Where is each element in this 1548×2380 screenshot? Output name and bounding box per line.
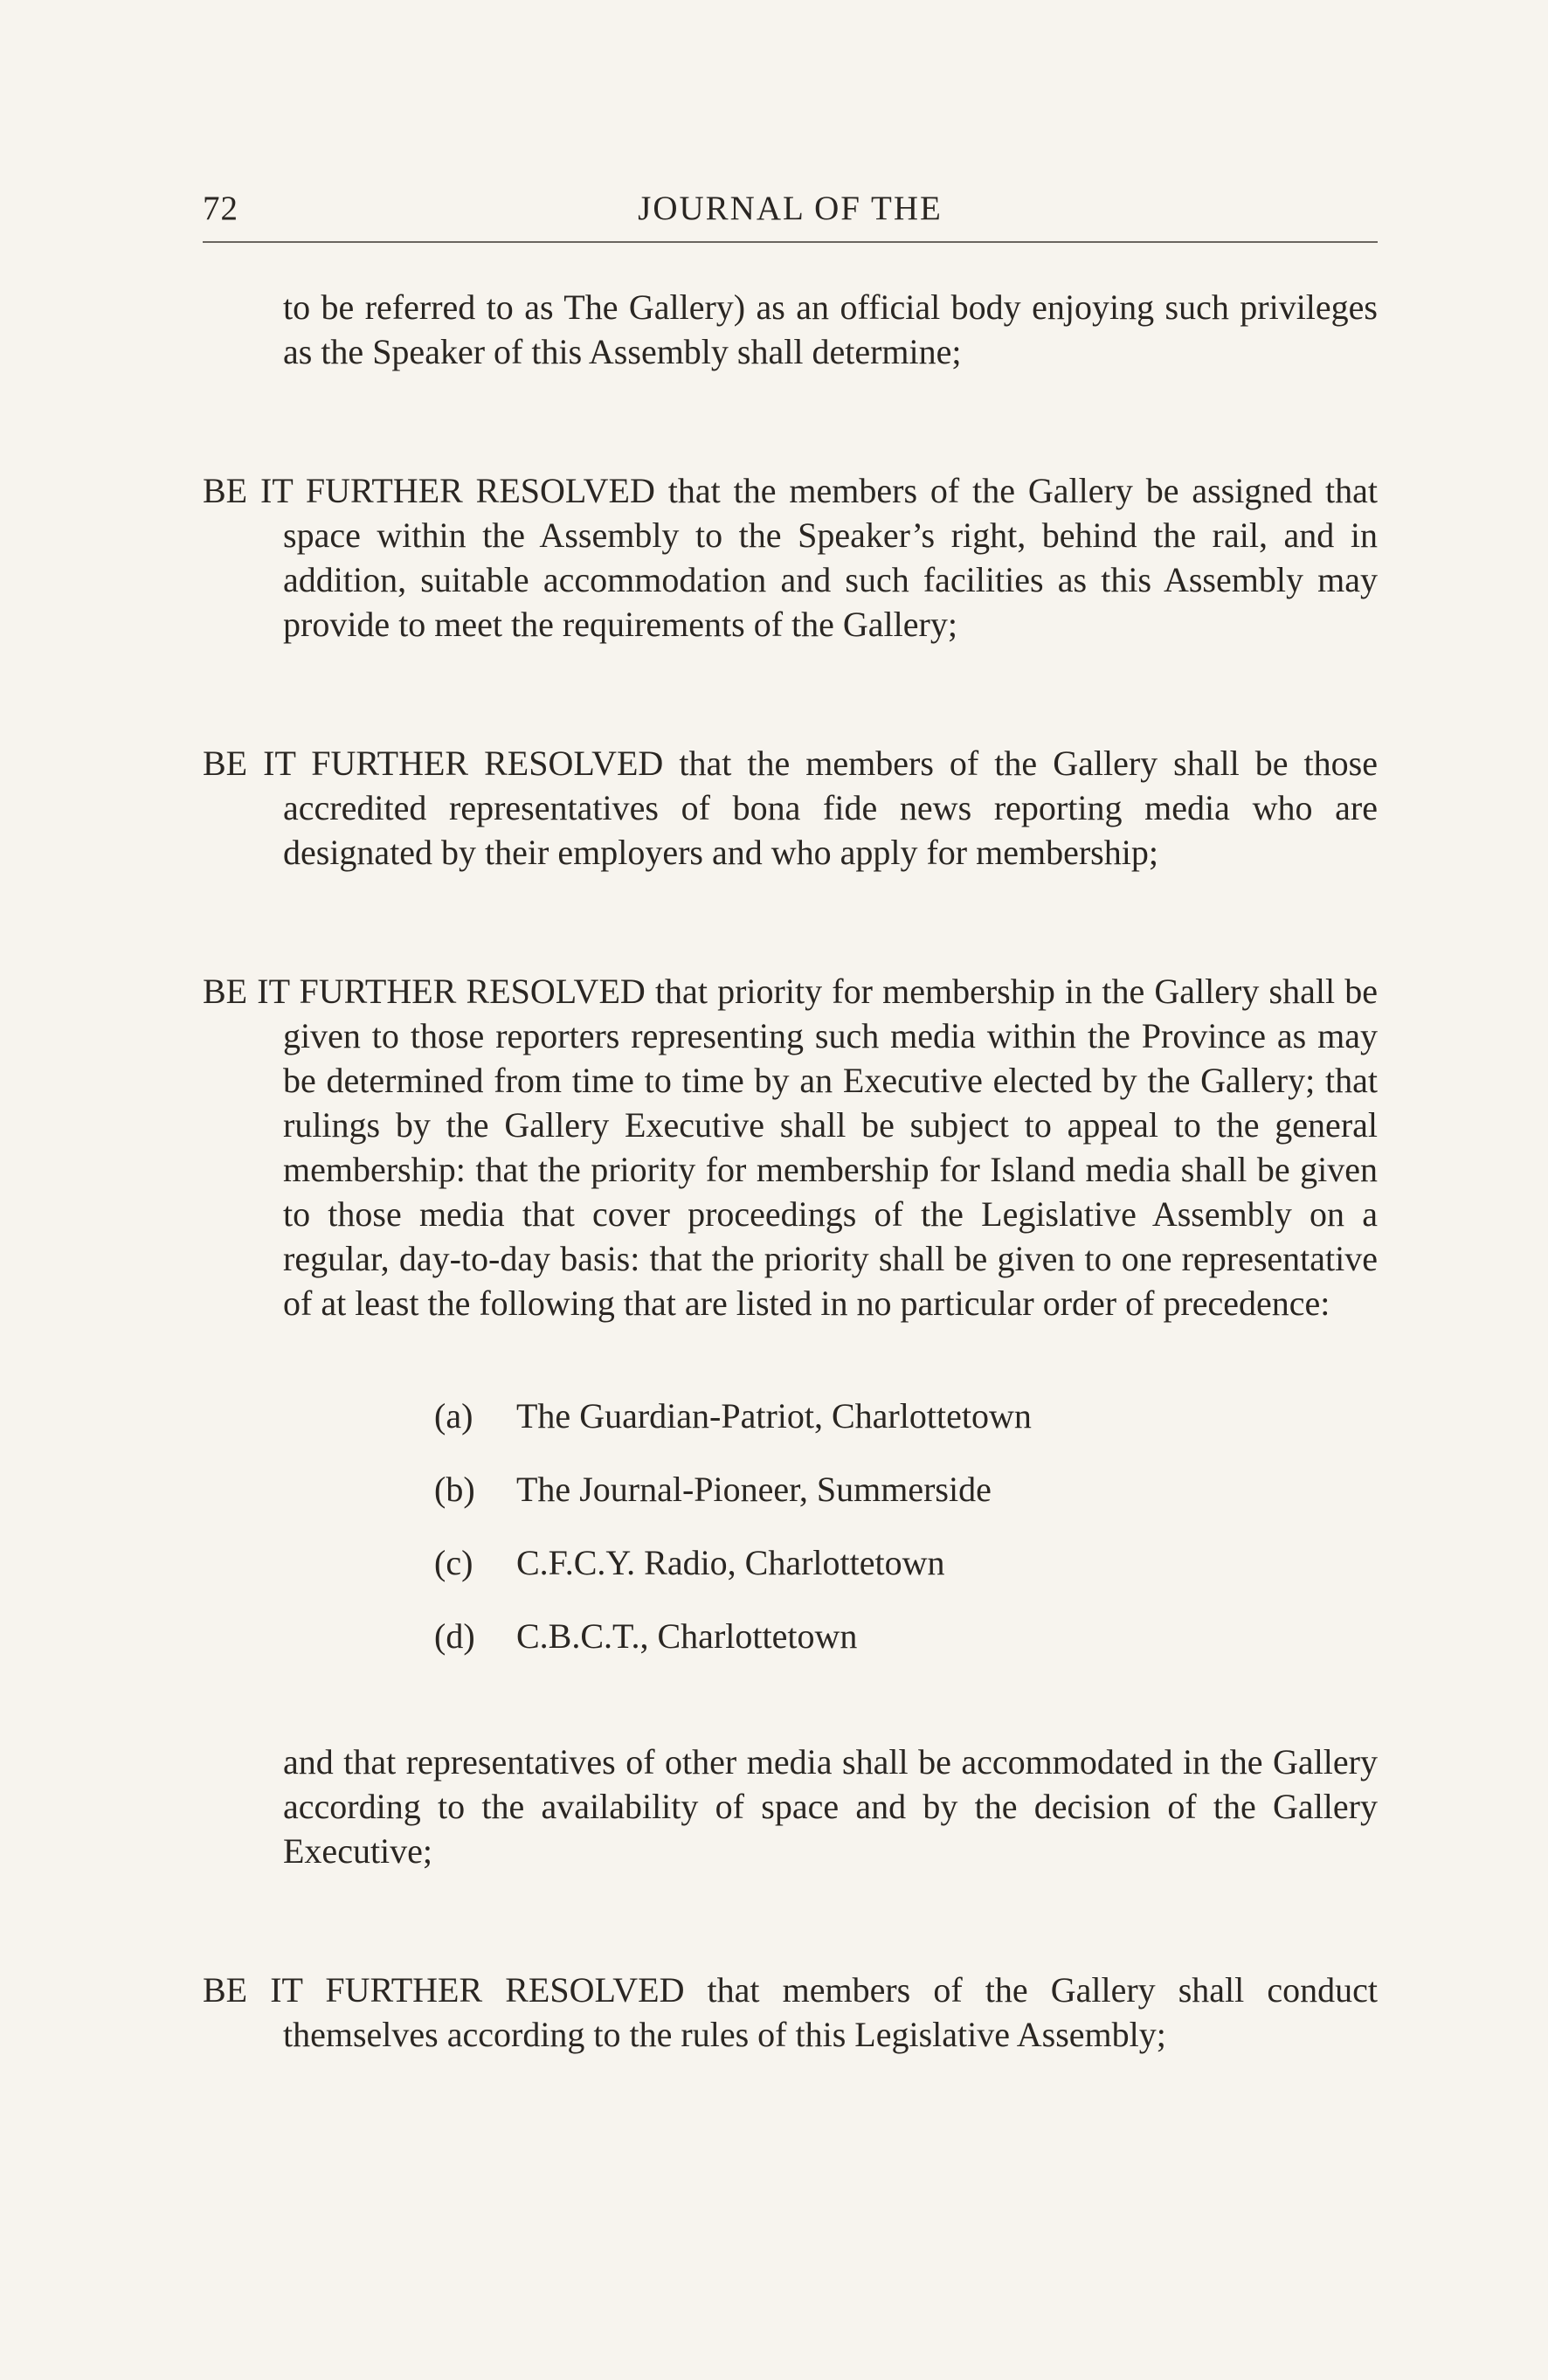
list-item <box>434 1540 1378 1614</box>
list-item <box>434 1394 1378 1467</box>
paragraph-continuation: and that representatives of other media shall be accommodated in the Gallery according to the availability of space and by the decision of the Gallery Executive; <box>283 1742 1378 1871</box>
page-number: 72 <box>203 190 238 227</box>
list-item-label: (c) <box>434 1543 473 1582</box>
list-item-text: C.F.C.Y. Radio, Charlottetown <box>516 1543 945 1582</box>
resolution-body <box>203 285 1378 2057</box>
paragraph-continuation: to be referred to as The Gallery) as an official body enjoying such privileges as the Speaker of this Assembly shall determine; <box>283 287 1378 371</box>
running-head: JOURNAL OF THE <box>638 190 943 227</box>
resolution-paragraph: BE IT FURTHER RESOLVED that the members of the Gallery be assigned that space within the Assembly to the Speaker’s right, behind the rail, and in addition, suitable accommodation and such facilities as this Assembly may provide to meet the requirements of the Gallery; <box>203 471 1378 644</box>
resolution-paragraph: BE IT FURTHER RESOLVED that the members of the Gallery shall be those accredited representatives of bona fide news reporting media who are designated by their employers and who apply for membership; <box>203 744 1378 872</box>
media-list <box>203 1394 1378 1687</box>
page-header <box>203 189 1378 241</box>
list-item <box>434 1614 1378 1687</box>
list-item-text: The Journal-Pioneer, Summerside <box>516 1470 992 1509</box>
resolution-paragraph: BE IT FURTHER RESOLVED that priority for membership in the Gallery shall be given to those reporters representing such media within the Province as may be determined from time to time by an Executive elected by the Gallery; that rulings by the Gallery Executive shall be subject to appeal to the general membership: that the priority for membership for Island media shall be given to those media that cover proceedings of the Legislative Assembly on a regular, day-to-day basis: that the priority shall be given to one representative of at least the following that are listed in no particular order of precedence: <box>203 972 1378 1323</box>
list-item-label: (b) <box>434 1470 475 1509</box>
list-item-label: (a) <box>434 1396 473 1436</box>
header-rule <box>203 241 1378 243</box>
list-item-text: C.B.C.T., Charlottetown <box>516 1616 858 1656</box>
list-item-text: The Guardian-Patriot, Charlottetown <box>516 1396 1032 1436</box>
list-item-label: (d) <box>434 1616 475 1656</box>
resolution-paragraph: BE IT FURTHER RESOLVED that members of the Gallery shall conduct themselves according to the rules of this Legislative Assembly; <box>203 1970 1378 2054</box>
list-item <box>434 1467 1378 1540</box>
